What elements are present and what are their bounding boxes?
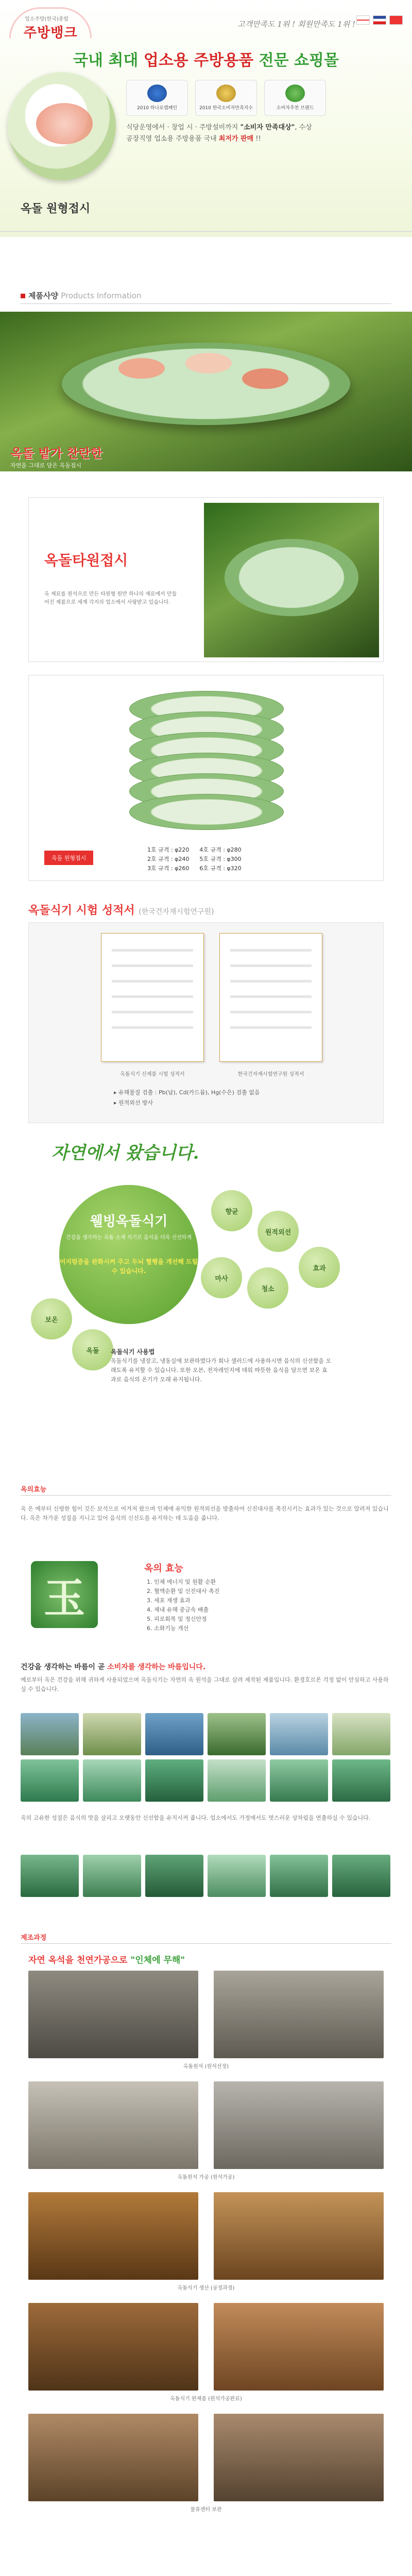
process-photo bbox=[214, 2414, 384, 2501]
process-photo bbox=[214, 2192, 384, 2280]
jade-photo bbox=[208, 1759, 266, 1802]
process-photo-pair bbox=[28, 2414, 384, 2501]
certificate-title bbox=[28, 902, 214, 918]
banner-title bbox=[0, 47, 412, 70]
divider bbox=[21, 1495, 391, 1496]
nature-photo bbox=[270, 1713, 328, 1755]
nature-title: 자연에서 왔습니다. bbox=[52, 1143, 199, 1163]
food-photo-banner bbox=[0, 312, 412, 471]
process-photo-pair bbox=[28, 2192, 384, 2280]
nature-photo bbox=[21, 1713, 79, 1755]
banner-title-red: 업소용 주방용품 bbox=[143, 52, 254, 70]
size-row bbox=[147, 864, 242, 873]
divider bbox=[21, 303, 391, 304]
size-cell: 1호 규격 : φ220 bbox=[147, 846, 190, 853]
effect-photo-row bbox=[21, 1855, 391, 1897]
flag-icon[interactable] bbox=[356, 15, 370, 25]
hero-line-1a: 식당운영에서 · 창업 시 · 주방설비까지 bbox=[126, 124, 238, 131]
flag-icon[interactable] bbox=[373, 15, 386, 25]
nature-photo bbox=[332, 1713, 390, 1755]
certificate-document-image[interactable] bbox=[219, 933, 322, 1062]
effect-paragraph: 예로부터 옥은 건강을 위해 귀하게 사용되었으며 옥돌식기는 자연의 옥 원석을 그대로 살려 제작된 제품입니다. 환경호르몬 걱정 없이 안심하고 사용하실 수 있습니다. bbox=[21, 1676, 389, 1692]
logo-small-text: 업소주방(한국)종합 bbox=[25, 16, 69, 22]
size-cell: 5호 규격 : φ300 bbox=[199, 856, 242, 862]
certificate-title-sub: (한국건자재시험연구원) bbox=[139, 908, 214, 916]
hero-line-2c: !! bbox=[255, 135, 261, 143]
nature-photo bbox=[208, 1713, 266, 1755]
usage-title: 옥돌식기 사용법 bbox=[111, 1348, 155, 1355]
size-table bbox=[147, 845, 242, 873]
hero-line-1c: , 수상 bbox=[295, 124, 312, 131]
process-caption: 옥돌식기 완제품 (원석가공완료) bbox=[170, 2396, 242, 2402]
hero-line-2 bbox=[126, 133, 399, 145]
certificate-title-main: 옥돌식기 시험 성적서 bbox=[28, 904, 135, 917]
certificate-box bbox=[28, 922, 384, 1123]
process-photo bbox=[28, 2081, 198, 2169]
effect-list-item: 6. 소화기능 개선 bbox=[147, 1625, 189, 1632]
site-logo[interactable] bbox=[9, 5, 92, 41]
feature-bubble: 보온 bbox=[31, 1298, 72, 1340]
effect-list-title: 옥의 효능 bbox=[144, 1563, 183, 1574]
process-caption: 옥돌식기 생산 (공정과정) bbox=[177, 2285, 235, 2291]
product-info-label-ko: 제품사양 bbox=[28, 291, 58, 300]
oval-plate-photo bbox=[204, 503, 379, 657]
process-photo bbox=[28, 2303, 198, 2391]
food-banner-title: 옥돌 밭가 찬란한 bbox=[10, 446, 102, 461]
size-cell: 4호 규격 : φ280 bbox=[199, 846, 242, 853]
jade-photo bbox=[332, 1855, 390, 1897]
process-photo bbox=[28, 1971, 198, 2058]
size-row bbox=[147, 855, 242, 864]
effect-list-item: 1. 인체 에너지 및 원활 순환 bbox=[147, 1579, 216, 1585]
effect-headline bbox=[21, 1662, 205, 1672]
oval-plate-section bbox=[0, 497, 412, 667]
jade-photo bbox=[83, 1759, 141, 1802]
plate-stack-card bbox=[28, 675, 384, 881]
header-slogan: 고객만족도 1위 ! 회원만족도 1위 ! bbox=[237, 20, 355, 29]
effect-photo-grid bbox=[21, 1713, 391, 1802]
process-title-green: "인체에 무해" bbox=[130, 1955, 185, 1965]
jade-photo bbox=[270, 1759, 328, 1802]
certificate-note-text: 원적외선 방사 bbox=[118, 1099, 153, 1106]
food-banner-subtitle: 자연을 그대로 담은 옥돌접시 bbox=[10, 462, 82, 469]
oval-plate-title: 옥돌타원접시 bbox=[44, 552, 128, 569]
process-photo bbox=[28, 2192, 198, 2280]
nature-section bbox=[0, 1128, 412, 1473]
product-info-label-en: Products Information bbox=[61, 291, 142, 300]
usage-description bbox=[111, 1347, 332, 1384]
product-info-label bbox=[21, 290, 142, 301]
feature-bubble: 옥돌 bbox=[72, 1329, 113, 1370]
hero-line-1b: "소비자 만족대상" bbox=[240, 124, 295, 131]
product-info-heading bbox=[0, 281, 412, 307]
feature-bubble: 마사 bbox=[201, 1257, 242, 1298]
size-cell: 3호 규격 : φ260 bbox=[147, 865, 190, 872]
process-photo-pair bbox=[28, 2303, 384, 2391]
logo-main-text: 주방뱅크 bbox=[24, 25, 78, 41]
effect-paragraph-2: 옥의 고유한 성질은 음식의 맛을 살리고 오랫동안 신선함을 유지시켜 줍니다. 업소에서도 가정에서도 멋스러운 상차림을 연출하실 수 있습니다. bbox=[21, 1815, 371, 1821]
jade-photo bbox=[208, 1855, 266, 1897]
award-badge: 소비자추천 브랜드 bbox=[264, 80, 326, 116]
effect-list-item: 3. 세포 재생 효과 bbox=[147, 1597, 191, 1604]
wellbeing-highlight: 어지럼증을 완화시켜 주고 두뇌 혈행을 개선해 드릴 수 있습니다. bbox=[59, 1258, 198, 1275]
divider bbox=[21, 1943, 391, 1944]
certificate-caption: 한국건자재시험연구원 성적서 bbox=[237, 1072, 304, 1077]
jade-effect-section bbox=[0, 1484, 412, 1927]
plate-image bbox=[129, 794, 284, 830]
jade-photo bbox=[21, 1855, 79, 1897]
effect-intro: 옥 은 예부터 신령한 힘이 깃든 보석으로 여겨져 왔으며 인체에 유익한 원적외선을 방출하여 신진대사를 촉진시키는 효과가 있는 것으로 알려져 있습니다. 옥은 차가운 성질을 지니고 있어 음식의 신선도를 유지하는 데 도움을 줍니다. bbox=[21, 1505, 389, 1521]
language-flags bbox=[356, 15, 403, 25]
jade-photo bbox=[332, 1759, 390, 1802]
plate-image bbox=[225, 539, 358, 616]
oval-plate-card bbox=[28, 497, 384, 662]
plate-stack-section bbox=[0, 675, 412, 881]
square-bullet-icon bbox=[21, 294, 25, 298]
effect-list bbox=[147, 1578, 219, 1633]
award-badges bbox=[126, 80, 399, 116]
nature-photo bbox=[145, 1713, 203, 1755]
wellbeing-subtitle: 건강을 생각하는 옥돌 소재 식기로 음식을 더욱 신선하게 bbox=[65, 1235, 192, 1241]
wellbeing-circle bbox=[59, 1185, 198, 1324]
certificate-document-image[interactable] bbox=[101, 933, 204, 1062]
process-caption: 옥돌원석 (원석선정) bbox=[183, 2064, 229, 2070]
effect-list-item: 2. 혈액순환 및 신진대사 촉진 bbox=[147, 1588, 220, 1595]
effect-heading: 옥의효능 bbox=[21, 1486, 47, 1494]
stack-label: 옥돌 원형접시 bbox=[44, 851, 93, 865]
flag-icon[interactable] bbox=[389, 15, 403, 25]
hero-line-2a: 공장직영 업소용 주방용품 국내 bbox=[126, 135, 217, 143]
wellbeing-title: 웰빙옥돌식기 bbox=[90, 1214, 168, 1229]
hero-line-2b: 최저가 판매 bbox=[218, 135, 254, 143]
usage-text: 옥돌식기를 냉장고, 냉동실에 보관하였다가 회나 샐러드에 사용하시면 음식의 신선함을 오래도록 유지할 수 있습니다. 또한 오븐, 전자레인지에 데워 따뜻한 음식을 담으면 보온 효과로 음식의 온기가 오래 유지됩니다. bbox=[111, 1358, 332, 1383]
certificate-note-text: 유해물질 검출 : Pb(납), Cd(카드뮴), Hg(수은) 검출 없음 bbox=[118, 1089, 260, 1096]
process-title-red: 자연 옥석을 천연가공으로 bbox=[28, 1955, 128, 1965]
award-badge: 2010 한국소비자만족지수 bbox=[195, 80, 257, 116]
jade-photo bbox=[83, 1855, 141, 1897]
nature-photo bbox=[83, 1713, 141, 1755]
process-caption: 물류센터 보관 bbox=[190, 2507, 222, 2513]
hero-plate-image bbox=[8, 72, 116, 180]
effect-headline-a: 건강을 생각하는 바름이 곧 bbox=[21, 1663, 105, 1671]
process-photo bbox=[214, 2303, 384, 2391]
certificate-section bbox=[0, 902, 412, 1128]
certificate-note: ▸ 유해물질 검출 : Pb(납), Cd(카드뮴), Hg(수은) 검출 없음 bbox=[114, 1089, 260, 1096]
size-cell: 6호 규격 : φ320 bbox=[199, 865, 242, 872]
feature-bubble: 효과 bbox=[299, 1247, 340, 1288]
sashimi-image bbox=[242, 368, 288, 389]
process-photo bbox=[28, 2414, 198, 2501]
feature-bubble: 청소 bbox=[247, 1267, 288, 1309]
size-row bbox=[147, 845, 242, 855]
banner-title-suffix: 전문 쇼핑몰 bbox=[259, 52, 339, 70]
effect-list-item: 5. 피로회복 및 정신안정 bbox=[147, 1616, 207, 1622]
award-badge: 2010 하나로캠페인 bbox=[126, 80, 188, 116]
process-title bbox=[28, 1953, 185, 1965]
process-photo bbox=[214, 1971, 384, 2058]
hero-text bbox=[126, 80, 399, 145]
header-banner bbox=[0, 0, 412, 237]
size-cell: 2호 규격 : φ240 bbox=[147, 856, 190, 862]
hero-line-1 bbox=[126, 122, 399, 133]
logo-arc-icon bbox=[9, 7, 92, 38]
header-divider bbox=[0, 231, 412, 232]
jade-photo bbox=[145, 1855, 203, 1897]
certificate-note: ▸ 원적외선 방사 bbox=[114, 1099, 153, 1106]
jade-photo bbox=[270, 1855, 328, 1897]
banner-title-prefix: 국내 최대 bbox=[73, 52, 139, 70]
jade-photo bbox=[145, 1759, 203, 1802]
jade-character-icon: 玉 bbox=[31, 1561, 98, 1628]
process-photo-pair bbox=[28, 1971, 384, 2058]
feature-bubble: 향균 bbox=[211, 1190, 252, 1231]
certificate-caption: 옥돌식기 신제품 시험 성적서 bbox=[120, 1072, 185, 1077]
certificate-notes bbox=[114, 1088, 260, 1108]
process-caption: 옥돌원석 가공 (원석가공) bbox=[177, 2175, 235, 2180]
manufacturing-section bbox=[0, 1932, 412, 2573]
process-heading: 제조과정 bbox=[21, 1934, 47, 1942]
sashimi-image bbox=[185, 353, 232, 374]
sashimi-image bbox=[118, 358, 165, 379]
effect-list-item: 4. 체내 유해 중금속 배출 bbox=[147, 1606, 209, 1613]
process-photo-pair bbox=[28, 2081, 384, 2169]
process-photo bbox=[214, 2081, 384, 2169]
product-name: 옥돌 원형접시 bbox=[21, 202, 91, 215]
oval-plate-desc: 옥 재료를 원석으로 만든 타원형 원반 하나의 재료에서 만들어진 제품으로 세계 각지의 업소에서 사랑받고 있습니다. bbox=[44, 591, 177, 605]
feature-bubble: 원적외선 bbox=[258, 1211, 299, 1252]
jade-photo bbox=[21, 1759, 79, 1802]
effect-headline-b: 소비자를 생각하는 바름입니다. bbox=[107, 1663, 206, 1671]
